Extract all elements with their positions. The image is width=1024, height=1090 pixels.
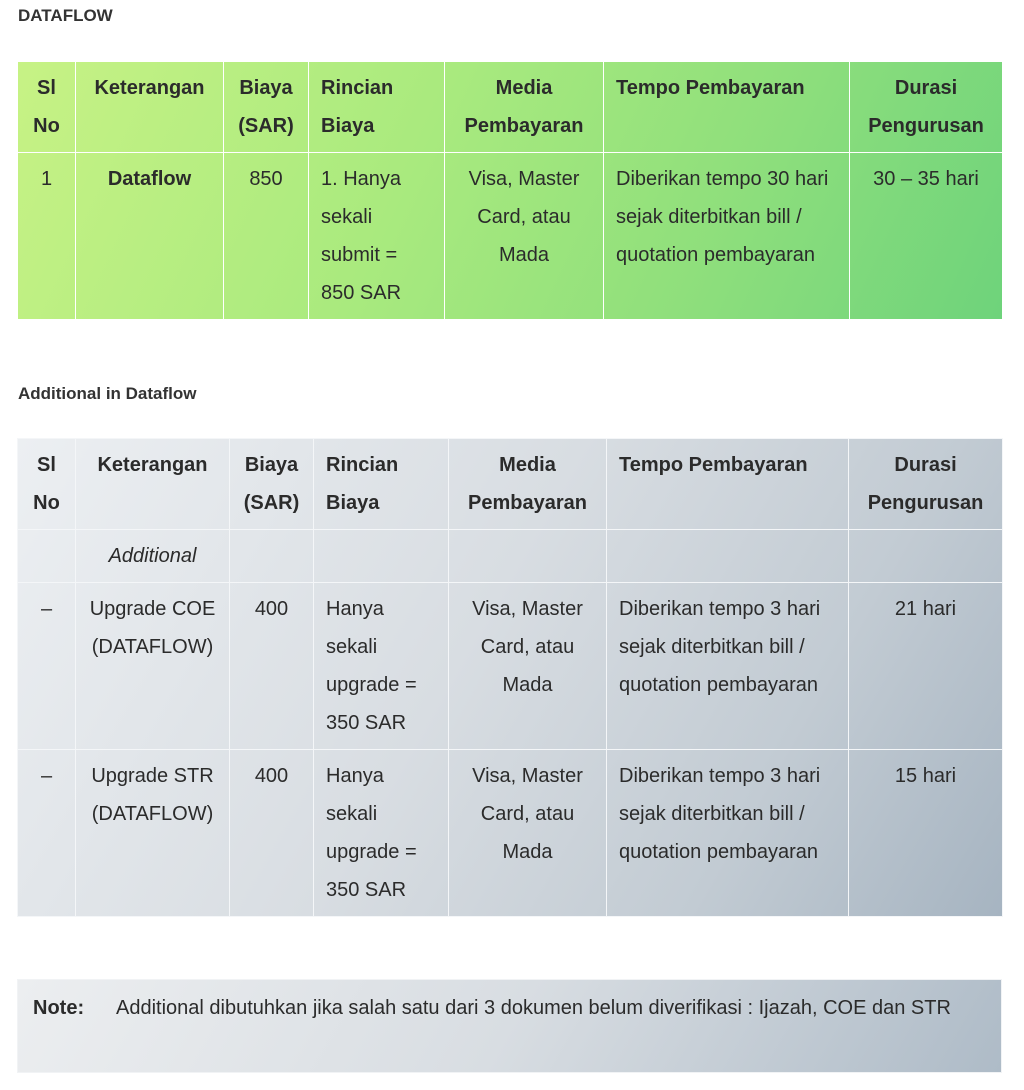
cell-media: Visa, Master Card, atau Mada [449, 583, 607, 750]
cell-keterangan: Upgrade COE (DATAFLOW) [76, 583, 230, 750]
cell-durasi: 30 – 35 hari [850, 153, 1003, 320]
dataflow-table [17, 61, 1003, 320]
subheader-additional: Additional [76, 530, 230, 583]
cell-biaya: 400 [230, 750, 314, 917]
cell-durasi: 21 hari [849, 583, 1003, 750]
cell-durasi: 15 hari [849, 750, 1003, 917]
header-sl-no: Sl No [18, 439, 76, 530]
header-keterangan: Keterangan [76, 62, 224, 153]
cell-rincian: Hanya sekali upgrade = 350 SAR [314, 583, 449, 750]
header-media: Media Pembayaran [445, 62, 604, 153]
cell-rincian: Hanya sekali upgrade = 350 SAR [314, 750, 449, 917]
cell-biaya: 850 [224, 153, 309, 320]
header-sl-no: Sl No [18, 62, 76, 153]
cell-sl: 1 [18, 153, 76, 320]
note-label: Note: [33, 997, 85, 1019]
header-media: Media Pembayaran [449, 439, 607, 530]
cell-media: Visa, Master Card, atau Mada [449, 750, 607, 917]
table-row [18, 153, 1003, 320]
subheader-row [18, 530, 1003, 583]
cell-keterangan: Dataflow [76, 153, 224, 320]
cell-rincian: 1. Hanya sekali submit = 850 SAR [309, 153, 445, 320]
cell-keterangan: Upgrade STR (DATAFLOW) [76, 750, 230, 917]
cell-tempo: Diberikan tempo 30 hari sejak diterbitkan bill / quotation pembayaran [604, 153, 850, 320]
note-text: Additional dibutuhkan jika salah satu dari 3 dokumen belum diverifikasi : Ijazah, COE dan STR [116, 997, 951, 1019]
header-durasi: Durasi Pengurusan [850, 62, 1003, 153]
header-durasi: Durasi Pengurusan [849, 439, 1003, 530]
table-row [18, 583, 1003, 750]
header-biaya: Biaya (SAR) [230, 439, 314, 530]
cell-biaya: 400 [230, 583, 314, 750]
cell-tempo: Diberikan tempo 3 hari sejak diterbitkan bill / quotation pembayaran [607, 750, 849, 917]
header-tempo: Tempo Pembayaran [607, 439, 849, 530]
header-tempo: Tempo Pembayaran [604, 62, 850, 153]
header-keterangan: Keterangan [76, 439, 230, 530]
table-header-row [18, 62, 1003, 153]
table-row [18, 750, 1003, 917]
header-biaya: Biaya (SAR) [224, 62, 309, 153]
header-rincian: Rincian Biaya [309, 62, 445, 153]
cell-media: Visa, Master Card, atau Mada [445, 153, 604, 320]
additional-table [17, 438, 1003, 917]
cell-tempo: Diberikan tempo 3 hari sejak diterbitkan bill / quotation pembayaran [607, 583, 849, 750]
header-rincian: Rincian Biaya [314, 439, 449, 530]
section-heading-dataflow: DATAFLOW [18, 6, 113, 25]
note-box [17, 979, 1002, 1073]
table-header-row [18, 439, 1003, 530]
cell-sl: – [18, 583, 76, 750]
section-heading-additional: Additional in Dataflow [18, 384, 197, 403]
cell-sl: – [18, 750, 76, 917]
